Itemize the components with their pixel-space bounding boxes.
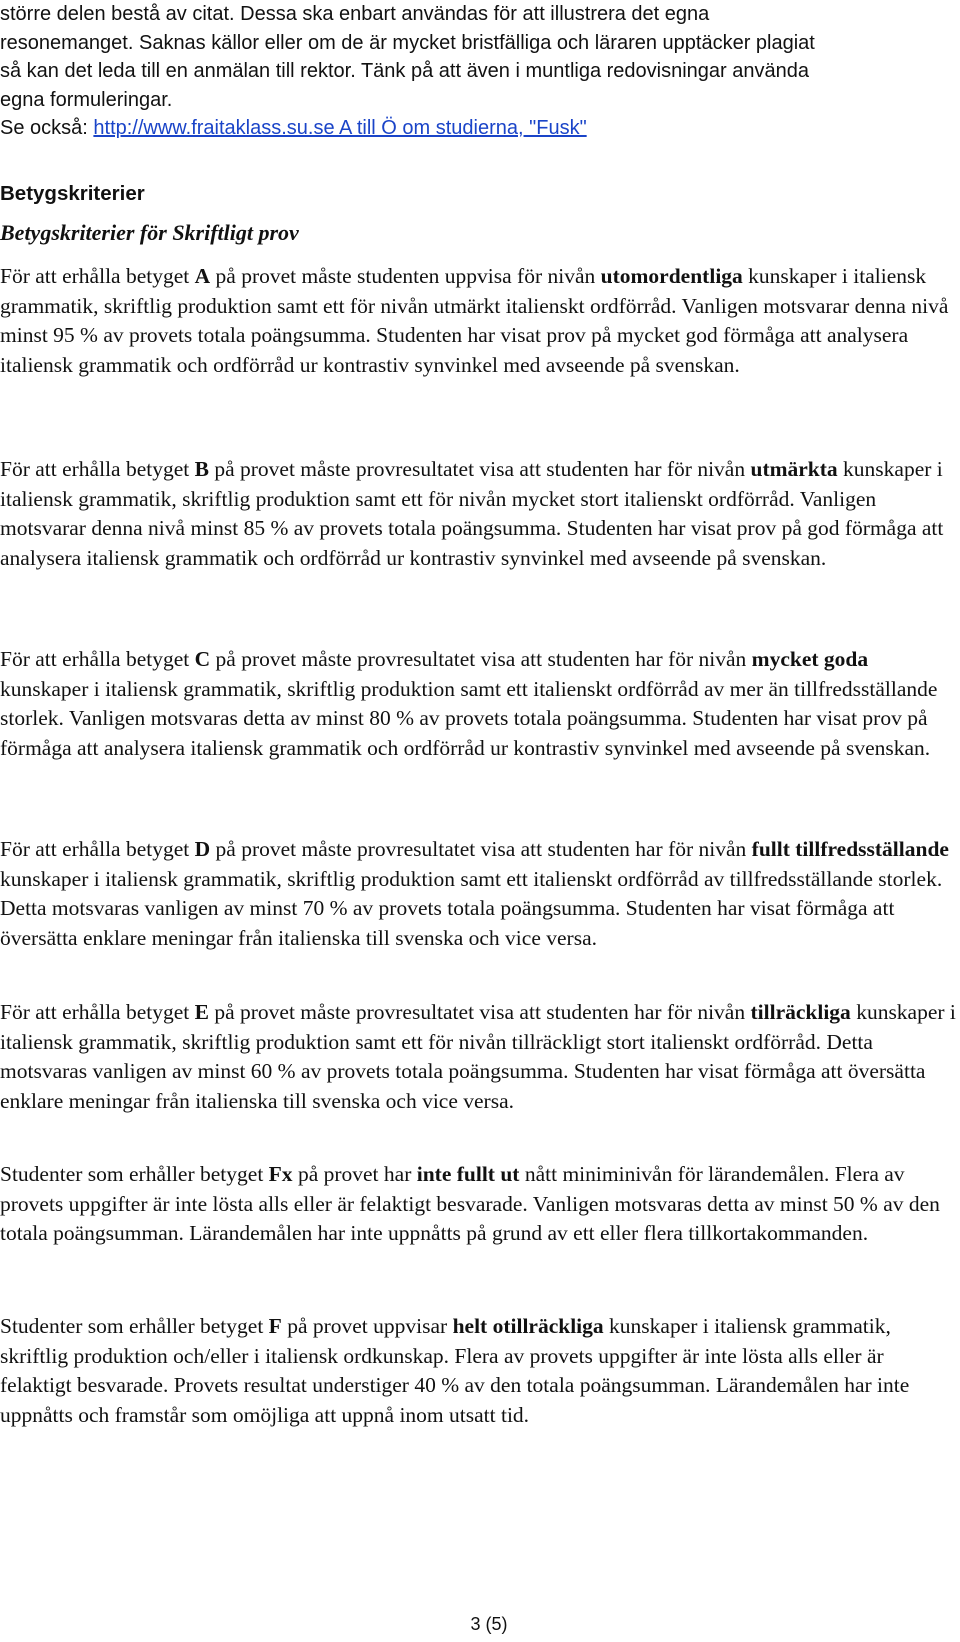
grade-d-letter: D [194,837,211,861]
grade-e-level: tillräckliga [750,1000,851,1024]
grade-e-post: kunskaper i italiensk grammatik, skriftlig produktion samt ett för nivån tillräckligt stort italienskt ordförråd. Detta motsvaras vanligen av minst 60 % av provets totala poängsumma. Studenten har visat förmåga att översätta enklare meningar från italienska till svenska och vice versa. [0,1000,956,1113]
grade-c-level: mycket goda [751,647,869,671]
grade-c-mid: på provet måste provresultatet visa att studenten har för nivån [210,647,752,671]
see-also-line [0,114,960,143]
grade-b-mid: på provet måste provresultatet visa att studenten har för nivån [208,457,751,481]
grade-a-pre: För att erhålla betyget [0,264,195,288]
grade-d-mid: på provet måste provresultatet visa att studenten har för nivån [210,837,752,861]
grade-d-pre: För att erhålla betyget [0,837,195,861]
grade-a-post: kunskaper i italiensk grammatik, skriftlig produktion samt ett för nivån utmärkt italienskt ordförråd. Vanligen motsvarar denna nivå minst 95 % av provets totala poängsumma. Studenten har visat prov på mycket god förmåga att analysera italiensk grammatik och ordförråd ur kontrastiv synvinkel med avseende på svenskan. [0,264,949,377]
grade-a-mid: på provet måste studenten uppvisa för nivån [210,264,601,288]
intro-line: större delen bestå av citat. Dessa ska enbart användas för att illustrera det egna [0,3,710,25]
grade-fx-paragraph [0,1160,960,1249]
grade-d-level: fullt tillfredsställande [751,837,949,861]
grade-e-paragraph [0,998,960,1116]
grade-d-paragraph [0,835,960,953]
grade-f-pre: Studenter som erhåller betyget [0,1314,269,1338]
intro-line: så kan det leda till en anmälan till rektor. Tänk på att även i muntliga redovisningar använda [0,60,810,82]
grade-c-letter: C [194,647,211,671]
grade-b-level: utmärkta [750,457,838,481]
grade-b-paragraph [0,455,960,573]
grade-d-post: kunskaper i italiensk grammatik, skriftlig produktion samt ett italienskt ordförråd av tillfredsställande storlek. Detta motsvaras vanligen av minst 70 % av provets totala poängsumma. Studenten har visat förmåga att översätta enklare meningar från italienska till svenska och vice versa. [0,866,943,950]
grade-f-level: helt otillräckliga [452,1314,604,1338]
grade-a-letter: A [194,264,211,288]
grade-f-paragraph [0,1312,960,1430]
grade-c-pre: För att erhålla betyget [0,647,195,671]
grade-b-letter: B [194,457,209,481]
fraitaklass-link[interactable]: http://www.fraitaklass.su.se A till Ö om studierna, "Fusk" [93,117,587,139]
see-also-prefix: Se också: [0,117,94,139]
section-heading: Betygskriterier [0,182,145,205]
grade-fx-mid: på provet har [292,1162,417,1186]
grade-b-post: kunskaper i italiensk grammatik, skriftlig produktion samt ett för nivån mycket stort italienskt ordförråd. Vanligen motsvarar denna nivå minst 85 % av provets totala poängsumma. Studenten har visat prov på god förmåga att analysera italiensk grammatik och ordförråd ur kontrastiv synvinkel med avseende på svenskan. [0,457,944,570]
grade-c-post: kunskaper i italiensk grammatik, skriftlig produktion samt ett italienskt ordförråd av mer än tillfredsställande storlek. Vanligen motsvaras detta av minst 80 % av provets totala poängsumma. Studenten har visat prov på förmåga att analysera italiensk grammatik och ordförråd ur kontrastiv synvinkel med avseende på svenskan. [0,676,938,760]
grade-b-pre: För att erhålla betyget [0,457,195,481]
intro-paragraph [0,0,960,143]
grade-e-pre: För att erhålla betyget [0,1000,195,1024]
page-number: 3 (5) [470,1614,508,1634]
grade-a-level: utomordentliga [600,264,743,288]
grade-a-paragraph [0,262,960,380]
grade-c-paragraph [0,645,960,763]
grade-f-mid: på provet uppvisar [281,1314,453,1338]
grade-fx-level: inte fullt ut [416,1162,520,1186]
grade-f-post: kunskaper i italiensk grammatik, skriftlig produktion och/eller i italiensk ordkunskap. Flera av provets uppgifter är inte lösta alls eller är felaktigt besvarade. Provets resultat understiger 40 % av den totala poängsumman. Lärandemålen har inte uppnåtts och framstår som omöjliga att uppnå inom utsatt tid. [0,1314,910,1427]
grade-f-letter: F [268,1314,282,1338]
grade-fx-letter: Fx [268,1162,293,1186]
intro-line: resonemanget. Saknas källor eller om de är mycket bristfälliga och läraren upptäcker plagiat [0,31,815,54]
intro-line: egna formuleringar. [0,88,173,111]
grade-fx-post: nått miniminivån för lärandemålen. Flera av provets uppgifter är inte lösta alls eller är felaktigt besvarade. Vanligen motsvaras detta av minst 50 % av den totala poängsumman. Lärandemålen har inte uppnåtts på grund av ett eller flera tillkortakommanden. [0,1162,940,1246]
section-subheading: Betygskriterier för Skriftligt prov [0,220,299,245]
grade-e-letter: E [194,1000,209,1024]
grade-e-mid: på provet måste provresultatet visa att studenten har för nivån [208,1000,751,1024]
grade-fx-pre: Studenter som erhåller betyget [0,1162,269,1186]
